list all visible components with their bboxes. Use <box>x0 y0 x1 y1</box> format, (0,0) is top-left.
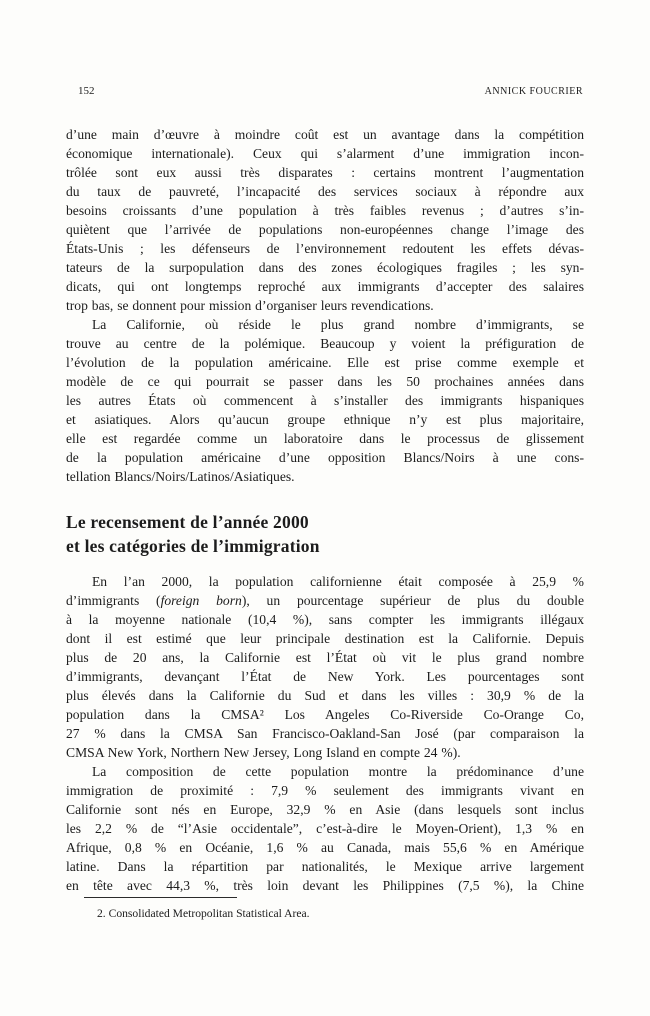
page-header <box>78 85 583 97</box>
text-line: les 2,2 % de “l’Asie occidentale”, c’est-à-dire le Moyen-Orient), 1,3 % en <box>66 821 584 836</box>
text-segment: ), un pourcentage supérieur de plus du double <box>241 593 585 608</box>
text-line: trouve au centre de la polémique. Beaucoup y voient la préfiguration de <box>66 336 584 351</box>
text-line: États-Unis ; les défenseurs de l’environnement redoutent les effets dévas- <box>66 241 584 256</box>
section-heading <box>66 511 584 558</box>
text-line: CMSA New York, Northern New Jersey, Long Island en compte 24 %). <box>66 745 461 760</box>
text-line: et asiatiques. Alors qu’aucun groupe ethnique n’y est plus majoritaire, <box>66 412 584 427</box>
section-heading-line: et les catégories de l’immigration <box>66 535 320 556</box>
text-line: Afrique, 0,8 % en Océanie, 1,6 % au Canada, mais 55,6 % en Amérique <box>66 840 584 855</box>
text-line: population dans la CMSA² Los Angeles Co-Riverside Co-Orange Co, <box>66 707 584 722</box>
text-line: tellation Blancs/Noirs/Latinos/Asiatiques. <box>66 469 295 484</box>
text-line: dicats, qui ont longtemps reproché aux immigrants d’accepter des salaires <box>66 279 584 294</box>
text-line: économique internationale). Ceux qui s’alarment d’une immigration incon- <box>66 146 584 161</box>
body-text-lower <box>66 572 584 895</box>
text-line: modèle de ce qui pourrait se passer dans les 50 prochaines années dans <box>66 374 584 389</box>
text-line: dont il est estimé que leur principale destination est la Californie. Depuis <box>66 631 584 646</box>
paragraph-4 <box>66 762 584 895</box>
paragraph-1 <box>66 125 584 315</box>
italic-term: foreign born <box>160 593 242 608</box>
text-line: plus élevés dans la Californie du Sud et dans les villes : 30,9 % de la <box>66 688 584 703</box>
footnote-separator-rule <box>84 897 237 898</box>
text-line: La composition de cette population montre la prédominance d’une <box>92 764 584 779</box>
text-line: plus de 20 ans, la Californie est l’État où vit le plus grand nombre <box>66 650 584 665</box>
text-line: les autres États où commencent à s’installer des immigrants hispaniques <box>66 393 584 408</box>
text-line: En l’an 2000, la population californienne était composée à 25,9 % <box>92 574 584 589</box>
section-heading-line: Le recensement de l’année 2000 <box>66 512 309 532</box>
footnote: 2. Consolidated Metropolitan Statistical Area. <box>97 907 310 920</box>
text-line: de la population américaine d’une opposition Blancs/Noirs à une cons- <box>66 450 584 465</box>
text-line: immigration de proximité : 7,9 % seulement des immigrants vivant en <box>66 783 584 798</box>
text-line: tateurs de la surpopulation dans des zones écologiques fragiles ; les syn- <box>66 260 584 275</box>
paragraph-3 <box>66 572 584 762</box>
text-line: La Californie, où réside le plus grand nombre d’immigrants, se <box>92 317 584 332</box>
text-line: trop bas, se donnent pour mission d’organiser leurs revendications. <box>66 298 434 313</box>
text-line: latine. Dans la répartition par nationalités, le Mexique arrive largement <box>66 859 584 874</box>
body-text-upper <box>66 125 584 486</box>
text-line: l’évolution de la population américaine. Elle est prise comme exemple et <box>66 355 584 370</box>
text-line: à la moyenne nationale (10,4 %), sans compter les immigrants illégaux <box>66 612 584 627</box>
text-line: besoins croissants d’une population à très faibles revenus ; d’autres s’in- <box>66 203 584 218</box>
text-line: elle est regardée comme un laboratoire dans le processus de glissement <box>66 431 584 446</box>
text-line: d’immigrants, devançant l’État de New York. Les pourcentages sont <box>66 669 584 684</box>
paragraph-2 <box>66 315 584 486</box>
page-number: 152 <box>78 85 95 97</box>
text-line: Californie sont nés en Europe, 32,9 % en Asie (dans lesquels sont inclus <box>66 802 584 817</box>
text-segment: d’immigrants ( <box>66 593 161 608</box>
text-line: 27 % dans la CMSA San Francisco-Oakland-San José (par comparaison la <box>66 726 584 741</box>
running-header-author: ANNICK FOUCRIER <box>484 86 583 97</box>
text-line: d’une main d’œuvre à moindre coût est un avantage dans la compétition <box>66 127 584 142</box>
text-line: trôlée sont eux aussi très disparates : certains montrent l’augmentation <box>66 165 584 180</box>
text-line: du taux de pauvreté, l’incapacité des services sociaux à répondre aux <box>66 184 584 199</box>
text-line: quiètent que l’arrivée de populations non-européennes change l’image des <box>66 222 584 237</box>
text-line: en tête avec 44,3 %, très loin devant les Philippines (7,5 %), la Chine <box>66 878 584 893</box>
text-line <box>66 591 584 610</box>
